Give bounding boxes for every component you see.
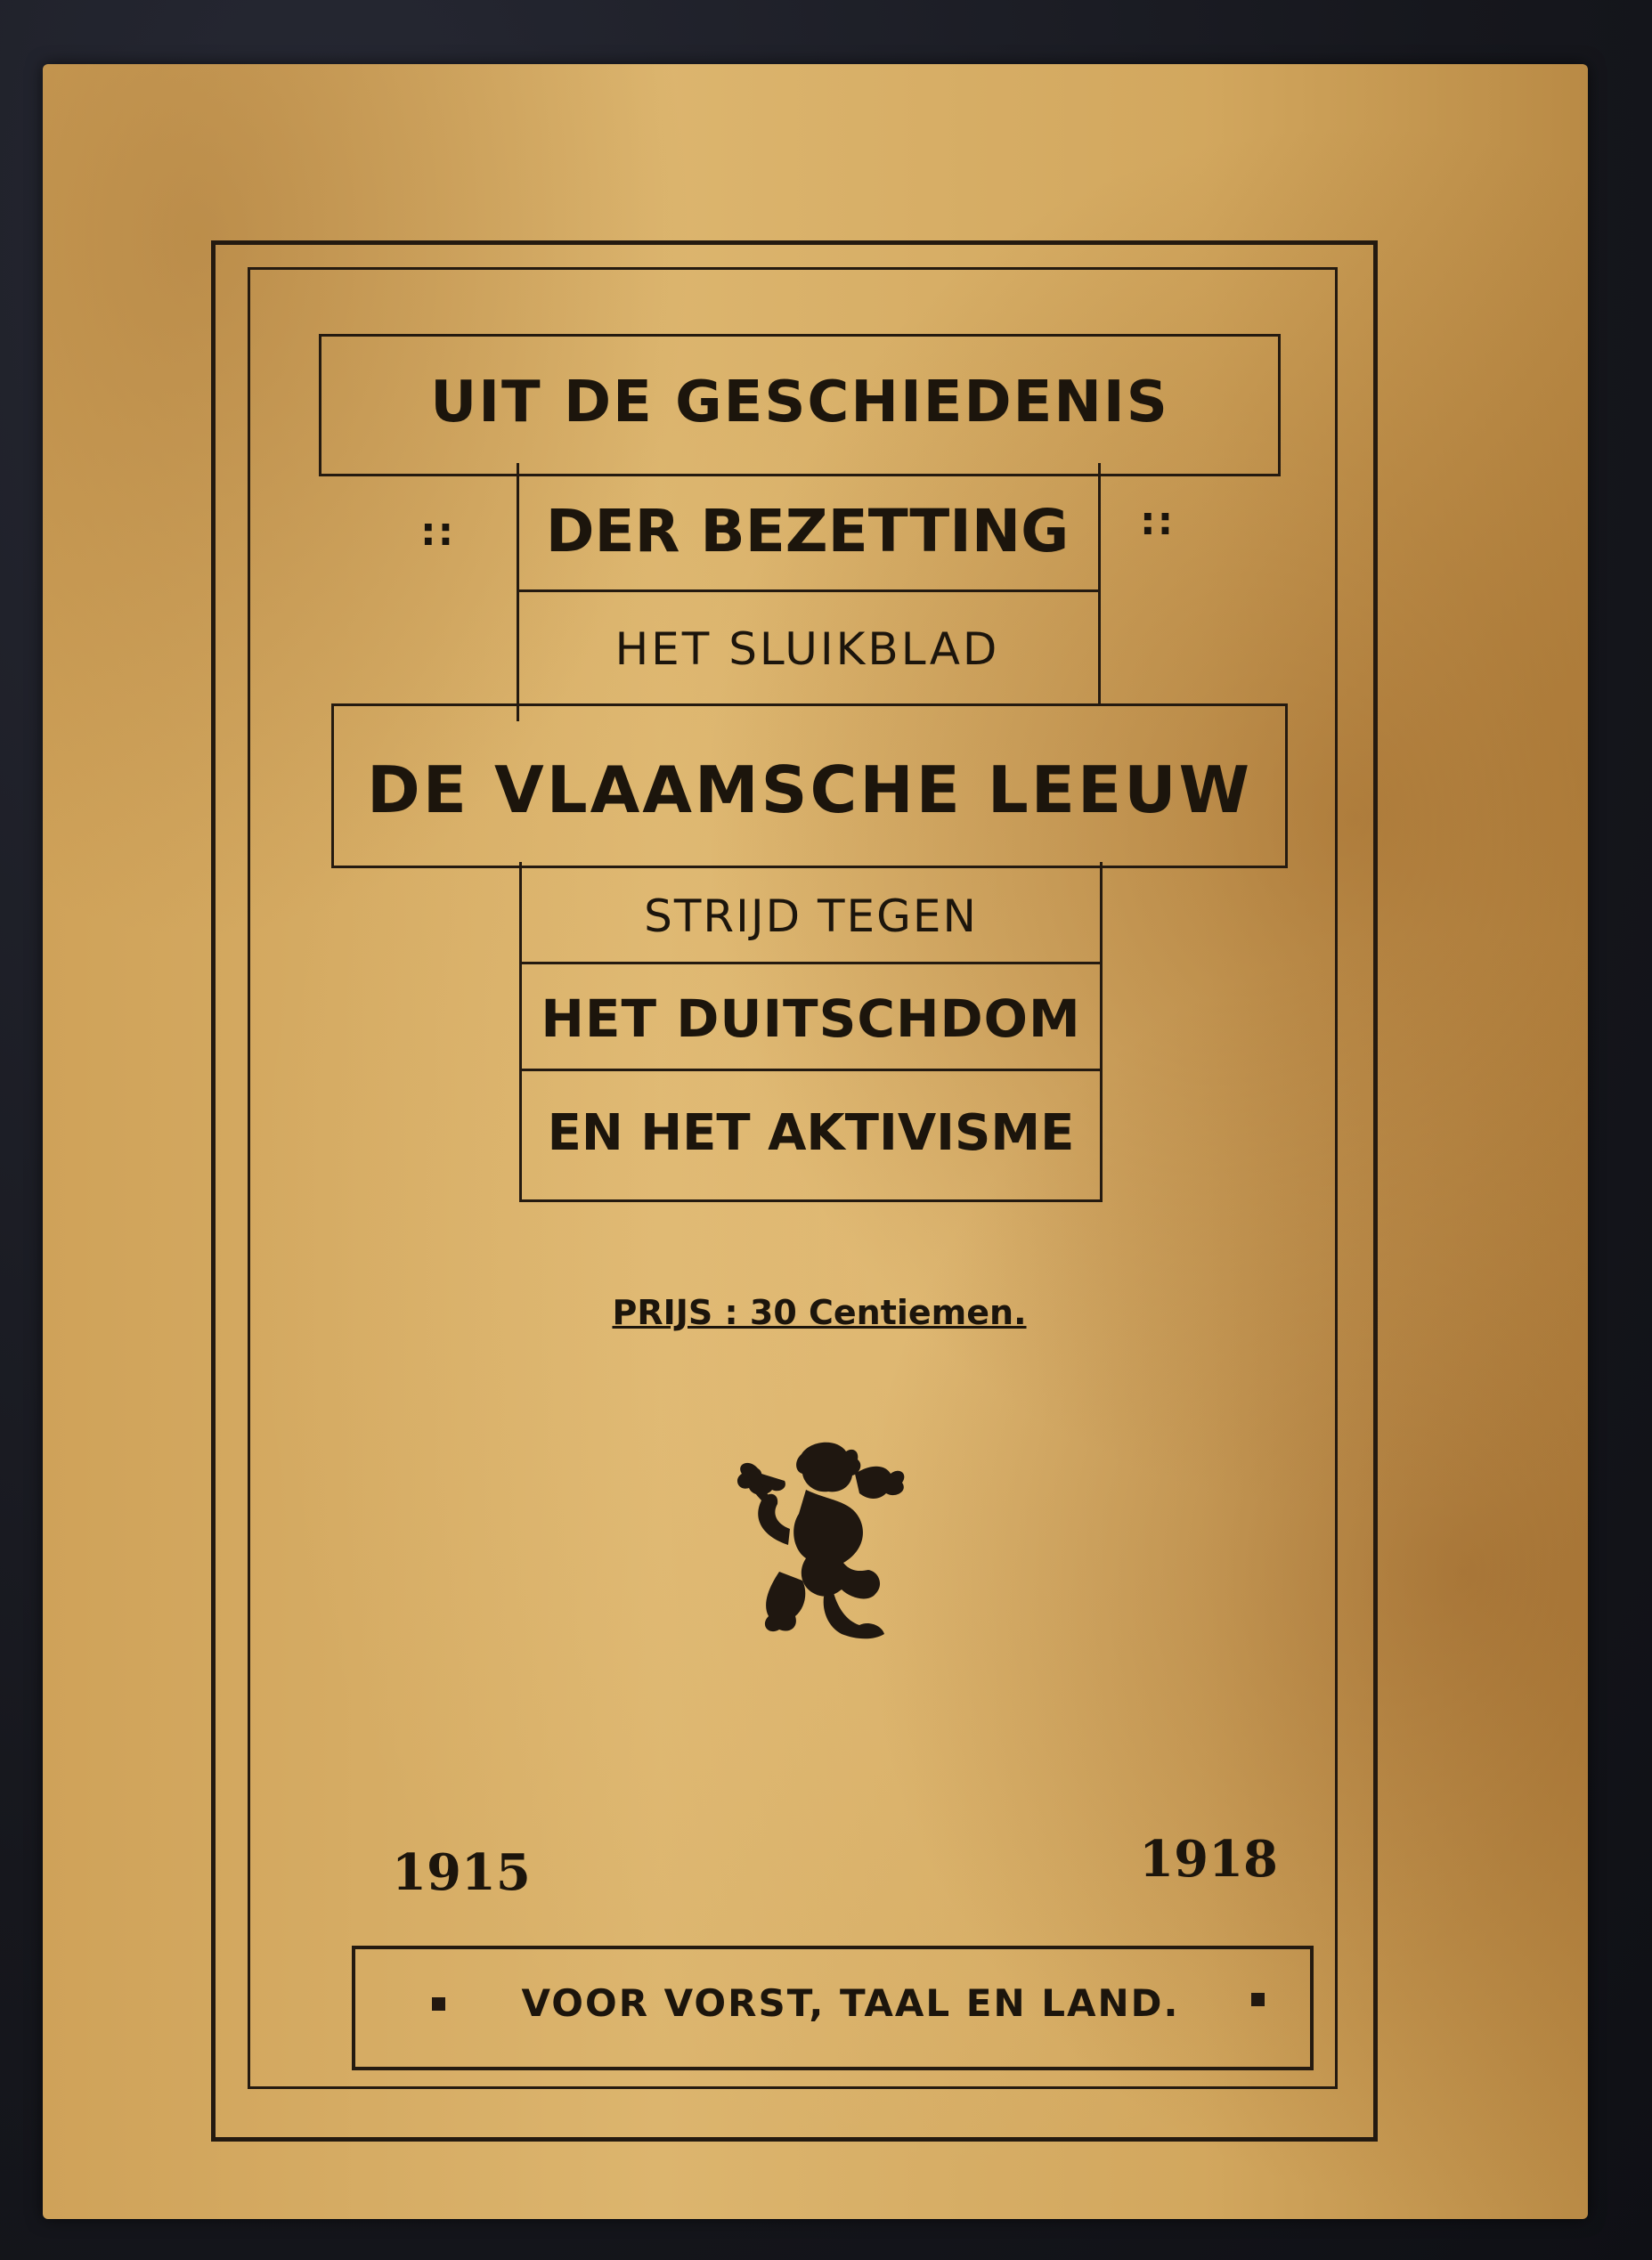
divider-under-strijd [519, 962, 1103, 964]
flemish-lion-icon [726, 1438, 922, 1643]
title-line-sluikblad: HET SLUIKBLAD [614, 623, 1000, 675]
motto-square-right-icon [1251, 1993, 1265, 2006]
price-label: PRIJS : 30 Centiemen. [612, 1293, 1027, 1332]
title-line-bezetting: DER BEZETTING [545, 497, 1070, 565]
year-start: 1915 [392, 1843, 531, 1902]
divider-under-duitschdom [519, 1069, 1103, 1071]
title-line-strijd-tegen: STRIJD TEGEN [644, 890, 978, 942]
year-end: 1918 [1139, 1830, 1278, 1889]
divider-under-bezetting [517, 589, 1098, 592]
ornament-left: :: [420, 509, 456, 555]
title-line-geschiedenis: UIT DE GESCHIEDENIS [430, 370, 1169, 435]
title-line-vlaamsche-leeuw: DE VLAAMSCHE LEEUW [366, 752, 1253, 827]
title-line-duitschdom: HET DUITSCHDOM [541, 988, 1081, 1049]
motto-square-left-icon [432, 1997, 445, 2011]
divider-right-upper [1098, 463, 1101, 703]
title-line-aktivisme: EN HET AKTIVISME [547, 1104, 1075, 1162]
motto-text: VOOR VORST, TAAL EN LAND. [521, 1981, 1180, 2025]
ornament-right: :: [1140, 499, 1176, 544]
